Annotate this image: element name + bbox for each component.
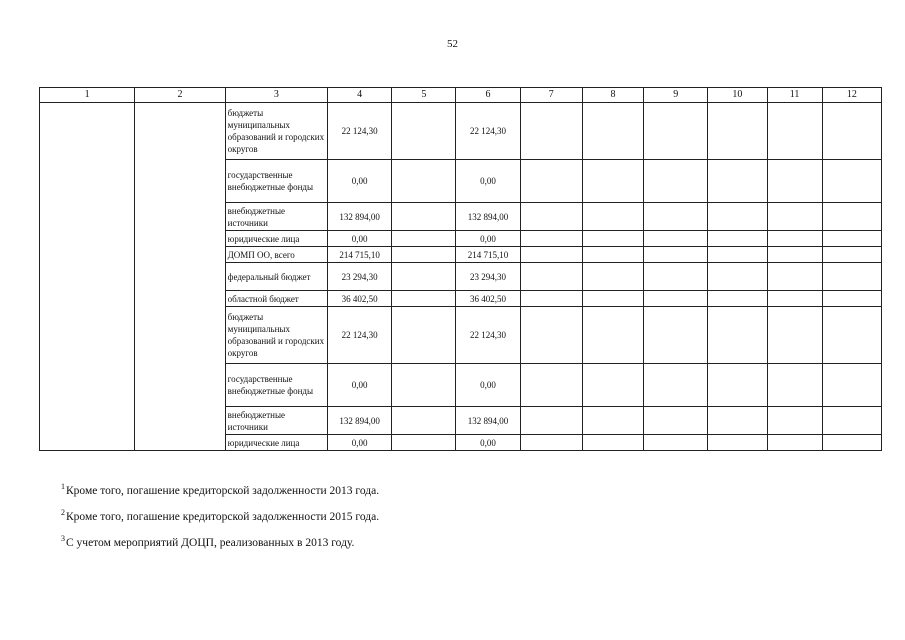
value-col4: 132 894,00 — [328, 407, 392, 435]
row-label: внебюджетные источники — [225, 203, 327, 231]
footnote-3 — [61, 531, 379, 551]
value-col8 — [582, 435, 643, 451]
value-col7 — [520, 291, 582, 307]
value-col12 — [822, 291, 881, 307]
value-col9 — [644, 103, 708, 160]
value-col10 — [708, 364, 767, 407]
value-col4: 0,00 — [328, 364, 392, 407]
value-col7 — [520, 364, 582, 407]
value-col6: 0,00 — [456, 364, 520, 407]
value-col9 — [644, 247, 708, 263]
row-label: федеральный бюджет — [225, 263, 327, 291]
value-col11 — [767, 247, 822, 263]
value-col7 — [520, 247, 582, 263]
value-col4: 23 294,30 — [328, 263, 392, 291]
value-col7 — [520, 435, 582, 451]
value-col6: 0,00 — [456, 160, 520, 203]
value-col12 — [822, 103, 881, 160]
value-col8 — [582, 103, 643, 160]
value-col12 — [822, 231, 881, 247]
value-col10 — [708, 307, 767, 364]
value-col8 — [582, 160, 643, 203]
value-col9 — [644, 231, 708, 247]
value-col12 — [822, 307, 881, 364]
header-row — [40, 88, 882, 103]
value-col12 — [822, 160, 881, 203]
value-col4: 0,00 — [328, 231, 392, 247]
value-col6: 132 894,00 — [456, 203, 520, 231]
value-col4: 22 124,30 — [328, 103, 392, 160]
merged-cell-col1 — [40, 103, 135, 451]
footnote-2 — [61, 505, 379, 525]
value-col8 — [582, 407, 643, 435]
value-col7 — [520, 307, 582, 364]
value-col9 — [644, 203, 708, 231]
value-col6: 22 124,30 — [456, 103, 520, 160]
value-col11 — [767, 407, 822, 435]
value-col6: 36 402,50 — [456, 291, 520, 307]
value-col5 — [392, 247, 456, 263]
value-col8 — [582, 203, 643, 231]
value-col8 — [582, 263, 643, 291]
value-col10 — [708, 435, 767, 451]
column-header-12: 12 — [822, 88, 881, 103]
column-header-11: 11 — [767, 88, 822, 103]
column-header-1: 1 — [40, 88, 135, 103]
footnote-text: Кроме того, погашение кредиторской задолженности 2015 года. — [66, 511, 380, 523]
value-col9 — [644, 364, 708, 407]
value-col6: 214 715,10 — [456, 247, 520, 263]
value-col10 — [708, 160, 767, 203]
value-col4: 36 402,50 — [328, 291, 392, 307]
row-label: бюджеты муниципальных образований и городских округов — [225, 307, 327, 364]
value-col5 — [392, 364, 456, 407]
value-col9 — [644, 407, 708, 435]
footnote-text: Кроме того, погашение кредиторской задолженности 2013 года. — [66, 485, 380, 497]
value-col12 — [822, 435, 881, 451]
value-col5 — [392, 231, 456, 247]
value-col8 — [582, 364, 643, 407]
column-header-2: 2 — [135, 88, 225, 103]
column-header-8: 8 — [582, 88, 643, 103]
value-col7 — [520, 203, 582, 231]
value-col7 — [520, 103, 582, 160]
value-col9 — [644, 435, 708, 451]
value-col4: 214 715,10 — [328, 247, 392, 263]
value-col6: 0,00 — [456, 435, 520, 451]
column-header-6: 6 — [456, 88, 520, 103]
footnote-mark: 1 — [61, 482, 65, 491]
value-col9 — [644, 160, 708, 203]
footnote-1 — [61, 479, 379, 499]
value-col11 — [767, 364, 822, 407]
value-col10 — [708, 231, 767, 247]
row-label: юридические лица — [225, 435, 327, 451]
value-col8 — [582, 307, 643, 364]
value-col5 — [392, 263, 456, 291]
value-col12 — [822, 407, 881, 435]
value-col11 — [767, 307, 822, 364]
value-col12 — [822, 247, 881, 263]
value-col5 — [392, 435, 456, 451]
value-col10 — [708, 291, 767, 307]
value-col9 — [644, 263, 708, 291]
value-col11 — [767, 291, 822, 307]
row-label: государственные внебюджетные фонды — [225, 160, 327, 203]
value-col6: 22 124,30 — [456, 307, 520, 364]
row-label: государственные внебюджетные фонды — [225, 364, 327, 407]
row-label: бюджеты муниципальных образований и городских округов — [225, 103, 327, 160]
value-col7 — [520, 160, 582, 203]
value-col12 — [822, 364, 881, 407]
value-col4: 22 124,30 — [328, 307, 392, 364]
value-col10 — [708, 247, 767, 263]
column-header-9: 9 — [644, 88, 708, 103]
page-number: 52 — [447, 38, 458, 50]
value-col10 — [708, 103, 767, 160]
value-col5 — [392, 307, 456, 364]
value-col4: 0,00 — [328, 160, 392, 203]
value-col7 — [520, 407, 582, 435]
value-col4: 132 894,00 — [328, 203, 392, 231]
value-col10 — [708, 203, 767, 231]
value-col11 — [767, 435, 822, 451]
value-col6: 23 294,30 — [456, 263, 520, 291]
value-col6: 0,00 — [456, 231, 520, 247]
value-col11 — [767, 103, 822, 160]
column-header-7: 7 — [520, 88, 582, 103]
value-col8 — [582, 231, 643, 247]
value-col11 — [767, 203, 822, 231]
merged-cell-col2 — [135, 103, 225, 451]
value-col12 — [822, 203, 881, 231]
value-col5 — [392, 160, 456, 203]
footnotes — [61, 479, 379, 557]
value-col7 — [520, 263, 582, 291]
value-col11 — [767, 160, 822, 203]
value-col5 — [392, 203, 456, 231]
footnote-mark: 2 — [61, 508, 65, 517]
column-header-5: 5 — [392, 88, 456, 103]
value-col6: 132 894,00 — [456, 407, 520, 435]
column-header-3: 3 — [225, 88, 327, 103]
value-col9 — [644, 307, 708, 364]
footnote-mark: 3 — [61, 534, 65, 543]
row-label: областной бюджет — [225, 291, 327, 307]
column-header-10: 10 — [708, 88, 767, 103]
footnote-text: С учетом мероприятий ДОЦП, реализованных в 2013 году. — [66, 537, 355, 549]
value-col4: 0,00 — [328, 435, 392, 451]
value-col10 — [708, 407, 767, 435]
value-col5 — [392, 407, 456, 435]
value-col9 — [644, 291, 708, 307]
value-col5 — [392, 103, 456, 160]
value-col10 — [708, 263, 767, 291]
value-col11 — [767, 231, 822, 247]
value-col7 — [520, 231, 582, 247]
row-label: юридические лица — [225, 231, 327, 247]
value-col11 — [767, 263, 822, 291]
row-label: ДОМП ОО, всего — [225, 247, 327, 263]
value-col12 — [822, 263, 881, 291]
value-col8 — [582, 247, 643, 263]
column-header-4: 4 — [328, 88, 392, 103]
table-row — [40, 103, 882, 160]
row-label: внебюджетные источники — [225, 407, 327, 435]
value-col8 — [582, 291, 643, 307]
value-col5 — [392, 291, 456, 307]
budget-table — [39, 87, 882, 451]
